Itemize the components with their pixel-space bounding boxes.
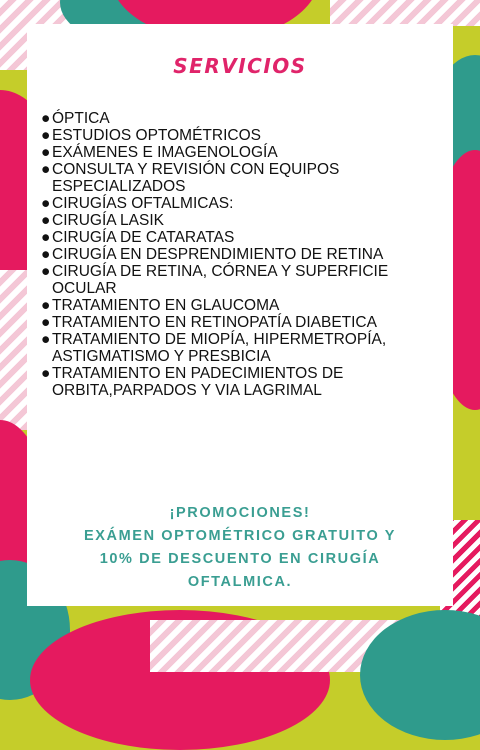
bullet-icon: ● xyxy=(41,161,51,178)
bullet-icon: ● xyxy=(41,110,51,127)
service-label: TRATAMIENTO EN RETINOPATÍA DIABETICA xyxy=(52,314,377,331)
service-item xyxy=(41,331,441,365)
service-item xyxy=(41,229,441,246)
service-label: TRATAMIENTO DE MIOPÍA, HIPERMETROPÍA, ASTIGMATISMO Y PRESBICIA xyxy=(52,331,387,365)
services-list xyxy=(41,110,441,399)
service-item xyxy=(41,127,441,144)
promo-line: EXÁMEN OPTOMÉTRICO GRATUITO Y xyxy=(84,528,396,544)
service-label: CIRUGÍA EN DESPRENDIMIENTO DE RETINA xyxy=(52,246,384,263)
bullet-icon: ● xyxy=(41,144,51,161)
bullet-icon: ● xyxy=(41,365,51,382)
promotions-block xyxy=(27,502,453,594)
service-label: CIRUGÍA DE RETINA, CÓRNEA Y SUPERFICIE OCULAR xyxy=(52,263,389,297)
service-label: TRATAMIENTO EN PADECIMIENTOS DE ORBITA,PARPADOS Y VIA LAGRIMAL xyxy=(52,365,344,399)
service-item xyxy=(41,161,441,195)
top-right-stripes xyxy=(330,0,480,26)
service-item xyxy=(41,365,441,399)
service-label: CIRUGÍA LASIK xyxy=(52,212,164,229)
bullet-icon: ● xyxy=(41,195,51,212)
service-label: CIRUGÍA DE CATARATAS xyxy=(52,229,235,246)
bullet-icon: ● xyxy=(41,314,51,331)
service-item xyxy=(41,246,441,263)
bullet-icon: ● xyxy=(41,127,51,144)
service-label: CIRUGÍAS OFTALMICAS: xyxy=(52,195,234,212)
bullet-icon: ● xyxy=(41,246,51,263)
content-card xyxy=(27,24,453,606)
promo-line: OFTALMICA. xyxy=(187,574,293,590)
service-label: ÓPTICA xyxy=(52,110,110,127)
service-item xyxy=(41,144,441,161)
service-label: ESTUDIOS OPTOMÉTRICOS xyxy=(52,127,261,144)
service-label: TRATAMIENTO EN GLAUCOMA xyxy=(52,297,280,314)
bullet-icon: ● xyxy=(41,331,51,348)
service-label: EXÁMENES E IMAGENOLOGÍA xyxy=(52,144,278,161)
service-item xyxy=(41,110,441,127)
promo-line: 10% DE DESCUENTO EN CIRUGÍA xyxy=(99,551,381,567)
service-item xyxy=(41,212,441,229)
bullet-icon: ● xyxy=(41,212,51,229)
service-item xyxy=(41,195,441,212)
service-item xyxy=(41,263,441,297)
promo-heading: ¡PROMOCIONES! xyxy=(169,505,311,521)
bullet-icon: ● xyxy=(41,229,51,246)
page-title: SERVICIOS xyxy=(173,54,307,78)
bullet-icon: ● xyxy=(41,263,51,280)
service-label: CONSULTA Y REVISIÓN CON EQUIPOS ESPECIALIZADOS xyxy=(52,161,340,195)
bullet-icon: ● xyxy=(41,297,51,314)
service-item xyxy=(41,297,441,314)
service-item xyxy=(41,314,441,331)
